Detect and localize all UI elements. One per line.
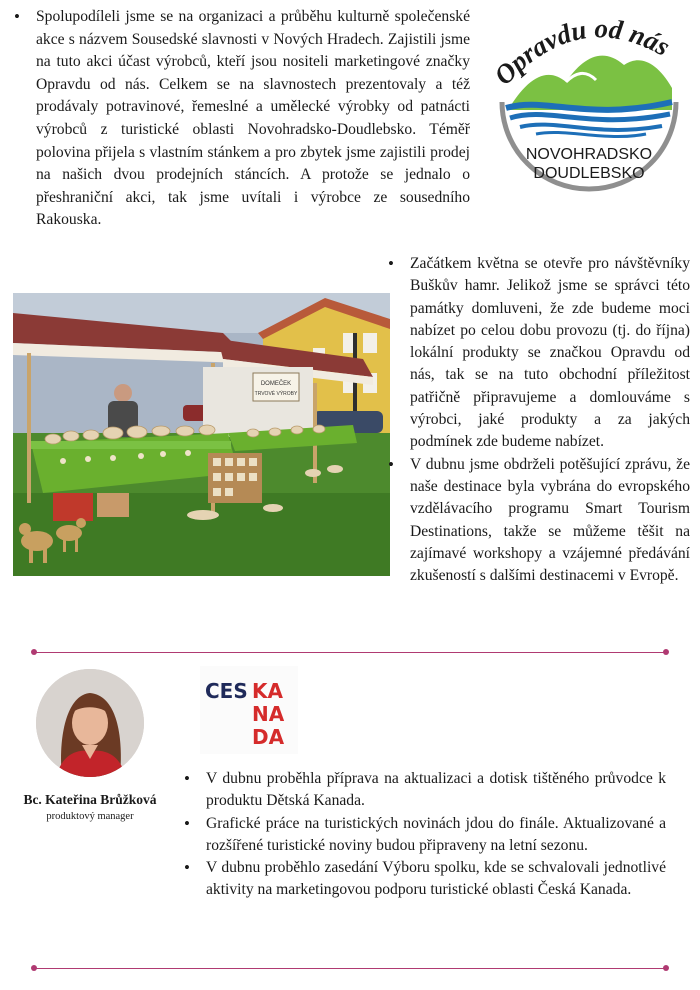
section2-list <box>382 253 690 587</box>
ck-logo-na: NA <box>252 702 285 726</box>
section-divider <box>34 652 666 653</box>
section1-list <box>8 6 470 232</box>
logo-line2: DOUDLEBSKO <box>533 165 645 182</box>
avatar <box>36 669 144 777</box>
ck-logo-da: DA <box>252 725 285 749</box>
section3-item: • V dubnu proběhlo zasedání Výboru spolku, kde se schvalovali jednotlivé aktivity na marketingovou podporu turistické oblasti Česká Kanada. <box>178 857 666 902</box>
opravdu-od-nas-logo <box>486 10 691 210</box>
manager-name: Bc. Kateřina Brůžková <box>23 792 157 807</box>
section2-item: • V dubnu jsme obdrželi potěšující zprávu, že naše destinace byla vybrána do evropského vzdělávacího programu Smart Tourism Destinations, takže se můžeme těšit na zajímavé workshopy a vzájemné předávání zkušeností s dalšími destinacemi v Evropě. <box>382 454 690 588</box>
section3-item: • Grafické práce na turistických novinách jdou do finále. Aktualizované a rozšířené turistické noviny budou připraveny na letní sezonu. <box>178 813 666 858</box>
ck-logo-ces: CES <box>205 679 248 703</box>
logo-arc-text: Opravdu od nás <box>488 13 676 91</box>
market-stall-photo <box>13 293 390 576</box>
ceska-kanada-logo <box>200 666 298 754</box>
logo-line1: NOVOHRADSKO <box>525 146 653 163</box>
section2-item: • Začátkem května se otevře pro návštěvníky Buškův hamr. Jelikož jsme se správci této památky domluveni, že zde budeme moci nabízet po celou dobu provozu (tj. do října) lokální produkty se značkou Opravdu od nás, tak se na tuto obchodní příležitost patřičně připravujeme a domlouváme s výrobci, jaké produkty a za jakých podmínek zde budeme nabízet. <box>382 253 690 454</box>
section3-item: • V dubnu proběhla příprava na aktualizaci a dotisk tištěného průvodce k produktu Dětská Kanada. <box>178 768 666 813</box>
photo-sign-1: DOMEČEK <box>260 381 292 387</box>
section3-list <box>178 768 666 902</box>
ck-logo-ka: KA <box>252 679 283 703</box>
photo-sign-2: TRVOVÉ VÝROBY <box>254 391 298 397</box>
section-divider <box>34 968 666 969</box>
section1-paragraph: • Spolupodíleli jsme se na organizaci a průběhu kulturně společenské akce s názvem Sousedské slavnosti v Nových Hradech. Zajistili jsme na tuto akci účast výrobců, kteří jsou nositeli marketingové značky Opravdu od nás. Celkem se na slavnostech prezentovaly a též prodávaly potravinové, řemeslné a umělecké výrobky od patnácti výrobců z turistické oblasti Novohradsko-Doudlebsko. Téměř polovina přijela s vlastním stánkem a pro zbytek jsme zajistili prodej na našich dvou prodejních stáncích. A protože se jednalo o přeshraniční akci, tak jsme uvítali i výrobce ze sousedního Rakouska. <box>8 6 470 232</box>
manager-role: produktový manager <box>46 811 134 822</box>
